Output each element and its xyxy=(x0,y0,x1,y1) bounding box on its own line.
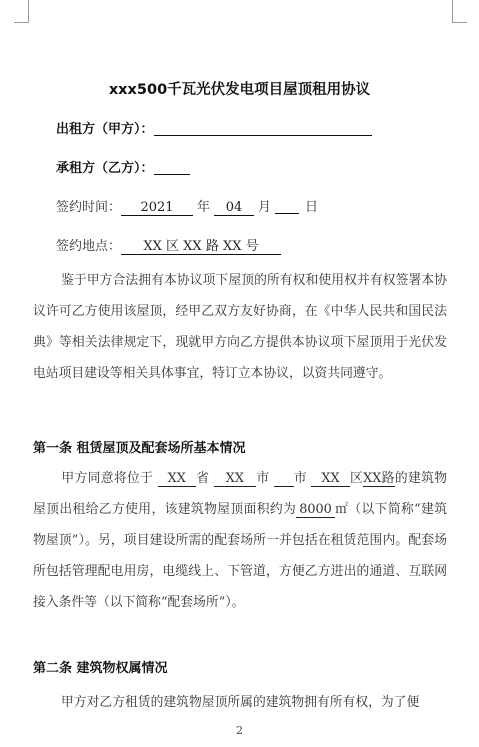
article1-start: 甲方同意将位于 xyxy=(61,471,154,486)
area-unit: ㎡ xyxy=(334,502,349,517)
city-field: XX xyxy=(214,471,256,487)
lessee-line xyxy=(56,157,190,176)
road-field: XX路 xyxy=(363,471,395,486)
district-unit: 区 xyxy=(349,471,364,486)
crop-mark-top-left xyxy=(14,0,29,23)
article1-heading: 第一条 租赁屋顶及配套场所基本情况 xyxy=(33,441,246,456)
intro-paragraph xyxy=(33,265,447,389)
city-unit: 市 xyxy=(256,471,270,486)
sign-place-field[interactable]: XX 区 XX 路 XX 号 xyxy=(121,235,281,255)
district-field: XX xyxy=(311,471,349,487)
province-field: XX xyxy=(158,471,196,487)
lessee-field[interactable] xyxy=(154,160,190,175)
page-number: 2 xyxy=(236,724,243,737)
sign-month[interactable]: 04 xyxy=(214,200,254,216)
sign-place-line xyxy=(56,235,281,255)
area-field: 8000 xyxy=(296,502,335,518)
province-unit: 省 xyxy=(195,471,210,486)
article1-end: （以下简称“建筑物屋顶”）。另，项目建设所需的配套场所一并包括在租赁范围内。配套场所包括管理配电用房，电缆线上、下管道，方便乙方进出的通道、互联网接入条件等（以下简称“配套场所”）。 xyxy=(33,502,448,610)
county-unit: 市 xyxy=(293,471,308,486)
document-title: xxx500千瓦光伏发电项目屋顶租用协议 xyxy=(108,82,371,98)
lessee-label: 承租方（乙方）： xyxy=(56,161,154,176)
sign-time-line xyxy=(56,196,318,216)
intro-text: 鉴于甲方合法拥有本协议项下屋顶的所有权和使用权并有权签署本协议许可乙方使用该屋顶，经甲乙双方友好协商，在《中华人民共和国民法典》等相关法律规定下，现就甲方向乙方提供本协议项下屋顶用于光伏发电站项目建设等相关具体事宜，特订立本协议，以资共同遵守。 xyxy=(33,273,447,381)
sign-time-label: 签约时间： xyxy=(56,200,122,215)
lessor-field[interactable] xyxy=(154,121,372,136)
county-field xyxy=(274,471,294,487)
month-unit: 月 xyxy=(258,200,272,215)
lessor-label: 出租方（甲方）： xyxy=(56,122,154,137)
crop-mark-top-right xyxy=(452,0,467,23)
sign-year[interactable]: 2021 xyxy=(121,200,193,216)
article1-paragraph xyxy=(33,463,447,618)
year-unit: 年 xyxy=(197,200,211,215)
article2-paragraph xyxy=(33,687,447,718)
day-unit: 日 xyxy=(305,200,319,215)
article1-mid: 的建筑物屋顶出租给乙方使用，该建筑物屋顶面积约为 xyxy=(33,471,448,517)
sign-place-label: 签约地点： xyxy=(56,239,122,254)
article2-text: 甲方对乙方租赁的建筑物屋顶所属的建筑物拥有所有权，为了便 xyxy=(61,695,420,710)
lessor-line xyxy=(56,118,372,137)
article2-heading: 第二条 建筑物权属情况 xyxy=(33,661,168,676)
sign-day[interactable] xyxy=(275,199,299,214)
